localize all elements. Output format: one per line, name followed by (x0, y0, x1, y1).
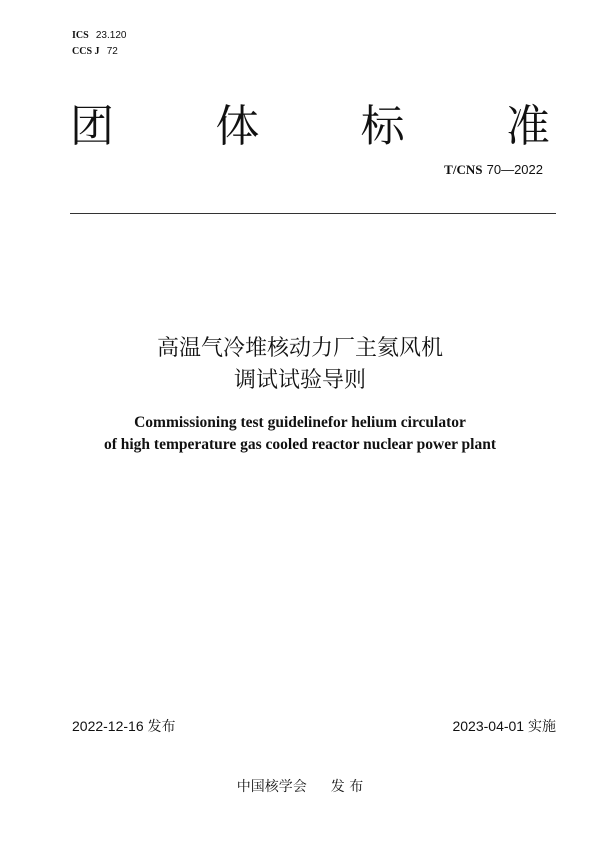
publisher-line (0, 776, 600, 796)
ccs-value: 72 (106, 46, 118, 57)
english-title-line-1: Commissioning test guidelinefor helium circulator (134, 414, 466, 431)
ics-label: ICS (72, 30, 89, 41)
group-standard-heading (70, 100, 550, 154)
ics-classification (72, 28, 126, 44)
publish-action: 发 布 (330, 779, 364, 795)
heading-char: 准 (505, 101, 550, 152)
effective-date: 2023-04-01 实施 (452, 718, 556, 734)
standard-number (444, 162, 543, 178)
publisher-name: 中国核学会 (236, 779, 307, 795)
chinese-title-line-2: 调试试验导则 (233, 368, 366, 393)
ics-value: 23.120 (95, 30, 127, 41)
heading-char: 标 (360, 101, 405, 152)
chinese-title-line-1: 高温气冷堆核动力厂主氦风机 (156, 336, 443, 361)
header-divider (70, 213, 556, 214)
ccs-label: CCS J (72, 46, 100, 57)
standard-number-value: 70—2022 (486, 162, 543, 177)
issue-date: 2022-12-16 发布 (72, 718, 176, 734)
heading-char: 体 (215, 101, 260, 152)
english-title-line-2: of high temperature gas cooled reactor nuclear power plant (103, 436, 497, 453)
heading-char: 团 (70, 101, 114, 152)
standard-prefix: T/CNS (444, 162, 483, 177)
ccs-classification (72, 44, 118, 60)
